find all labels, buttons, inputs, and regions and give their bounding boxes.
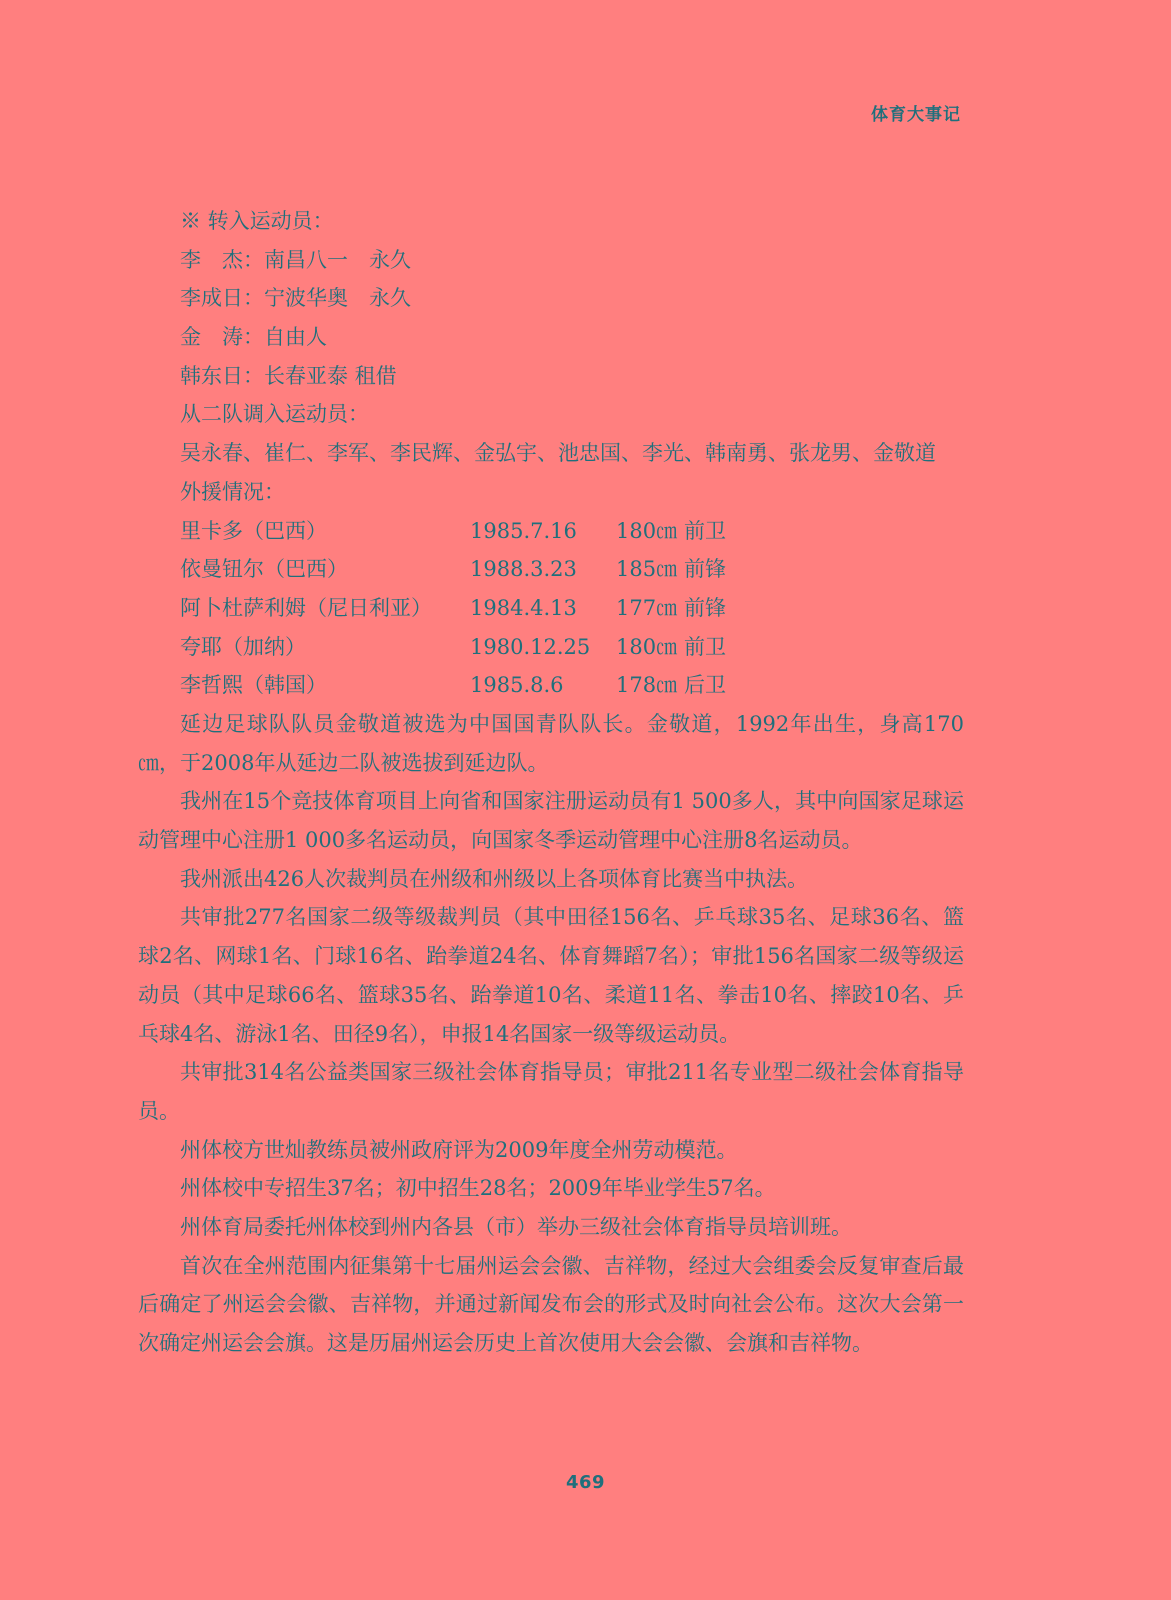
player-name: 阿卜杜萨利姆（尼日利亚）	[180, 595, 432, 620]
player-position: 后卫	[684, 673, 726, 698]
page-number: 469	[565, 1472, 606, 1493]
paragraph-training: 州体育局委托州体校到州内各县（市）举办三级社会体育指导员培训班。	[180, 1215, 852, 1240]
player-birthdate: 1988.3.23	[470, 557, 577, 582]
player-birthdate: 1985.7.16	[470, 518, 577, 543]
transfer-line: 韩东日：长春亚泰 租借	[180, 363, 397, 388]
paragraph-enrollment: 州体校中专招生37名；初中招生28名；2009年毕业学生57名。	[180, 1176, 776, 1201]
paragraph-approvals: 共审批277名国家二级等级裁判员（其中田径156名、乒乓球35名、足球36名、篮球2名、网球1名、门球16名、跆拳道24名、体育舞蹈7名）；审批156名国家二级等级运动员（其中足球66名、篮球35名、跆拳道10名、柔道11名、拳击10名、摔跤10名、乒乓球4名、游泳1名、田径9名），申报14名国家一级等级运动员。	[138, 905, 964, 1046]
page-body	[138, 202, 964, 1363]
paragraph-referees: 我州派出426人次裁判员在州级和州级以上各项体育比赛当中执法。	[180, 866, 809, 891]
foreign-heading: 外援情况：	[180, 479, 285, 504]
player-position: 前卫	[684, 518, 726, 543]
player-birthdate: 1984.4.13	[470, 595, 577, 620]
player-position: 前卫	[684, 634, 726, 659]
player-name: 依曼钮尔（巴西）	[180, 557, 348, 582]
player-height: 178㎝	[616, 673, 678, 698]
paragraph-instructors: 共审批314名公益类国家三级社会体育指导员；审批211名专业型二级社会体育指导员。	[138, 1060, 964, 1123]
second-team-heading: 从二队调入运动员：	[180, 402, 369, 427]
foreign-player-row	[138, 589, 964, 628]
player-height: 180㎝	[616, 518, 678, 543]
foreign-player-row	[138, 550, 964, 589]
player-height: 177㎝	[616, 595, 678, 620]
paragraph-emblem: 首次在全州范围内征集第十七届州运会会徽、吉祥物，经过大会组委会反复审查后最后确定了州运会会徽、吉祥物，并通过新闻发布会的形式及时向社会公布。这次大会第一次确定州运会会旗。这是历届州运会历史上首次使用大会会徽、会旗和吉祥物。	[138, 1253, 964, 1356]
transfer-heading: ※ 转入运动员：	[180, 209, 334, 233]
foreign-player-row	[138, 666, 964, 705]
paragraph-model-worker: 州体校方世灿教练员被州政府评为2009年度全州劳动模范。	[180, 1137, 738, 1162]
player-birthdate: 1985.8.6	[470, 673, 564, 698]
player-height: 180㎝	[616, 634, 678, 659]
paragraph-captain: 延边足球队队员金敬道被选为中国国青队队长。金敬道，1992年出生，身高170㎝，于2008年从延边二队被选拔到延边队。	[138, 711, 964, 775]
player-birthdate: 1980.12.25	[470, 634, 591, 659]
transfer-line: 李 杰：南昌八一 永久	[180, 247, 411, 272]
player-position: 前锋	[684, 595, 726, 620]
transfer-line: 李成日：宁波华奥 永久	[180, 286, 411, 311]
foreign-player-row	[138, 512, 964, 551]
player-height: 185㎝	[616, 557, 678, 582]
player-name: 李哲熙（韩国）	[180, 673, 327, 698]
second-team-players: 吴永春、崔仁、李军、李民辉、金弘宇、池忠国、李光、韩南勇、张龙男、金敬道	[180, 441, 936, 466]
paragraph-registration: 我州在15个竞技体育项目上向省和国家注册运动员有1 500多人，其中向国家足球运动管理中心注册1 000多名运动员，向国家冬季运动管理中心注册8名运动员。	[138, 789, 964, 853]
player-name: 夸耶（加纳）	[180, 634, 306, 659]
player-position: 前锋	[684, 557, 726, 582]
transfer-line: 金 涛：自由人	[180, 325, 327, 350]
player-name: 里卡多（巴西）	[180, 518, 327, 543]
foreign-player-row	[138, 628, 964, 667]
running-header-title: 体育大事记	[871, 105, 961, 125]
